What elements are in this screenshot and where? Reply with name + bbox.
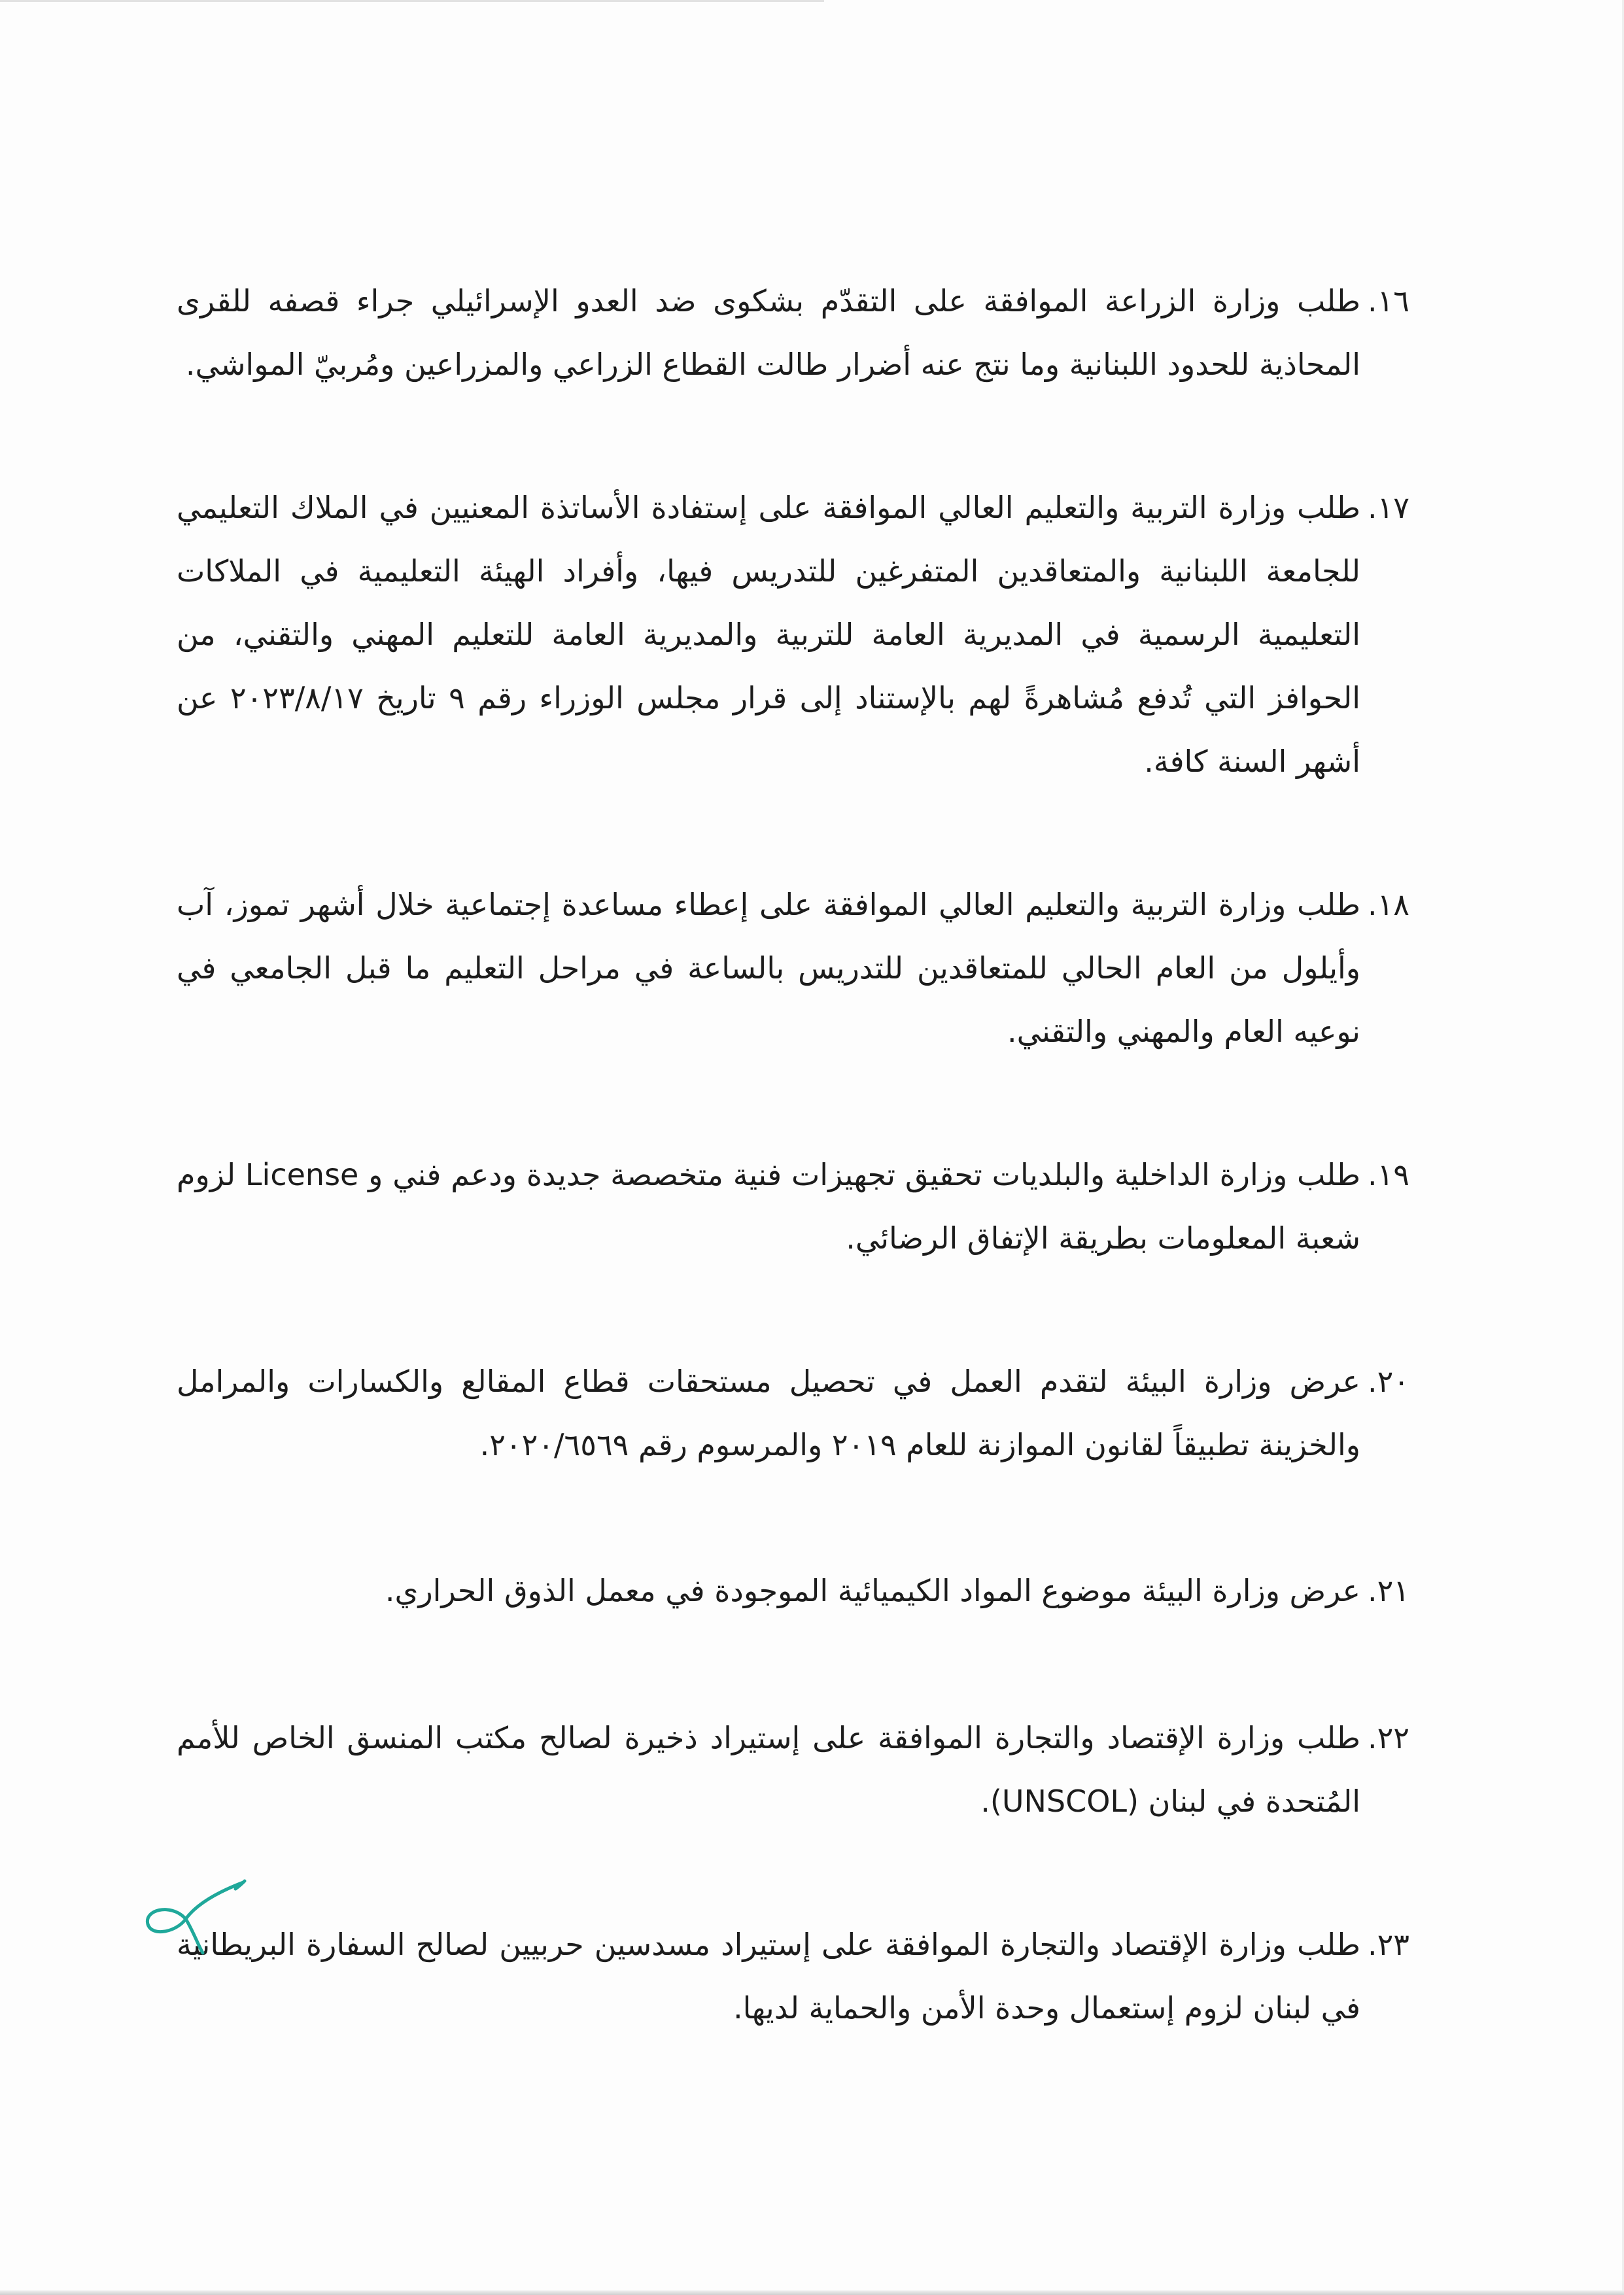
agenda-item-23 xyxy=(177,1913,1409,2040)
item-text: عرض وزارة البيئة موضوع المواد الكيميائية الموجودة في معمل الذوق الحراري. xyxy=(385,1573,1360,1608)
item-number: ٢٣. xyxy=(1367,1927,1409,1962)
item-number: ٢٠. xyxy=(1367,1364,1409,1399)
agenda-item-19 xyxy=(177,1143,1409,1270)
agenda-item-20 xyxy=(177,1350,1409,1477)
item-number: ٢١. xyxy=(1367,1573,1409,1608)
item-text: طلب وزارة التربية والتعليم العالي الموافقة على إستفادة الأساتذة المعنيين في الملاك التعليمي للجامعة اللبنانية والمتعاقدين المتفرغين للتدريس فيها، وأفراد الهيئة التعليمية في الملاكات التعليمية الرسمية في المديرية العامة للتربية والمديرية العامة للتعليم المهني والتقني، من الحوافز التي تُدفع مُشاهرةً لهم بالإستناد إلى قرار مجلس الوزراء رقم ٩ تاريخ ٢٠٢٣/٨/١٧ عن أشهر السنة كافة. xyxy=(177,490,1360,779)
item-text: طلب وزارة التربية والتعليم العالي الموافقة على إعطاء مساعدة إجتماعية خلال أشهر تموز، آب وأيلول من العام الحالي للمتعاقدين للتدريس بالساعة في مراحل التعليم ما قبل الجامعي في نوعيه العام والمهني والتقني. xyxy=(177,887,1360,1049)
scan-bottom-edge xyxy=(0,2290,1624,2295)
scan-top-edge xyxy=(0,0,824,2)
item-number: ١٧. xyxy=(1367,490,1409,525)
agenda-item-22 xyxy=(177,1706,1409,1833)
item-text: عرض وزارة البيئة لتقدم العمل في تحصيل مستحقات قطاع المقالع والكسارات والمرامل والخزينة تطبيقاً لقانون الموازنة للعام ٢٠١٩ والمرسوم رقم ٢٠٢٠/٦٥٦٩. xyxy=(177,1364,1360,1462)
agenda-items-list xyxy=(177,269,1409,2040)
item-text: طلب وزارة الإقتصاد والتجارة الموافقة على إستيراد مسدسين حربيين لصالح السفارة البريطانية في لبنان لزوم إستعمال وحدة الأمن والحماية لديها. xyxy=(177,1927,1360,2026)
item-number: ٢٢. xyxy=(1367,1720,1409,1755)
item-number: ١٩. xyxy=(1367,1157,1409,1192)
item-number: ١٦. xyxy=(1367,283,1409,319)
item-text: طلب وزارة الداخلية والبلديات تحقيق تجهيزات فنية متخصصة جديدة ودعم فني و License لزوم شعبة المعلومات بطريقة الإتفاق الرضائي. xyxy=(177,1157,1360,1256)
item-number: ١٨. xyxy=(1367,887,1409,922)
handwritten-initial-mark xyxy=(137,1876,255,1961)
item-text: طلب وزارة الزراعة الموافقة على التقدّم بشكوى ضد العدو الإسرائيلي جراء قصفه للقرى المحاذية للحدود اللبنانية وما نتج عنه أضرار طالت القطاع الزراعي والمزراعين ومُربيّ المواشي. xyxy=(177,283,1360,382)
agenda-item-17 xyxy=(177,476,1409,793)
agenda-item-16 xyxy=(177,269,1409,396)
agenda-item-21 xyxy=(177,1559,1409,1623)
agenda-item-18 xyxy=(177,873,1409,1063)
item-text: طلب وزارة الإقتصاد والتجارة الموافقة على إستيراد ذخيرة لصالح مكتب المنسق الخاص للأمم المُتحدة في لبنان (UNSCOL). xyxy=(177,1720,1360,1819)
